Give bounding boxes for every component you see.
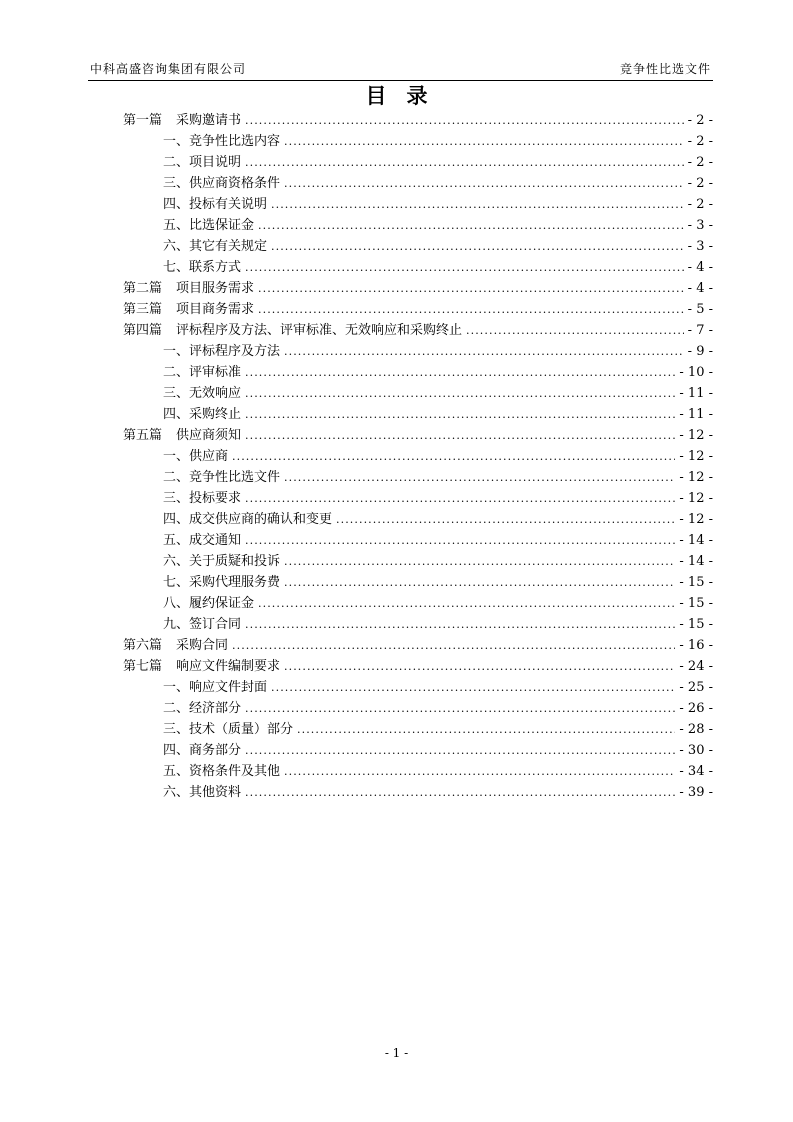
toc-entry-number: 八、 [163,596,190,611]
toc-entry-label: 供应商须知 [176,428,242,443]
toc-leader-dots [271,236,684,257]
toc-entry-number: 第六篇 [123,638,163,653]
toc-entry-label: 投标有关说明 [189,197,268,212]
company-name: 中科高盛咨询集团有限公司 [90,62,247,76]
toc-entry-number: 三、 [163,176,190,191]
toc-entry[interactable] [123,509,713,530]
toc-entry[interactable] [123,110,713,131]
toc-entry[interactable] [123,173,713,194]
toc-leader-dots [284,656,675,677]
toc-entry[interactable] [123,677,713,698]
toc-entry[interactable] [123,152,713,173]
toc-entry-label: 响应文件编制要求 [176,659,281,674]
toc-entry-label: 无效响应 [189,386,242,401]
toc-entry-number: 第四篇 [123,323,163,338]
toc-entry-number: 一、 [163,449,190,464]
toc-entry-label: 响应文件封面 [189,680,268,695]
toc-entry-label: 比选保证金 [189,218,255,233]
toc-entry-number: 四、 [163,743,190,758]
toc-entry-number: 二、 [163,470,190,485]
toc-leader-dots [245,362,675,383]
toc-entry-number: 七、 [163,575,190,590]
toc-entry[interactable] [123,131,713,152]
toc-leader-dots [271,194,684,215]
toc-entry-page: - 14 - [679,554,713,569]
toc-entry-label: 经济部分 [189,701,242,716]
toc-leader-dots [245,257,684,278]
toc-entry[interactable] [123,320,713,341]
toc-entry-number: 第五篇 [123,428,163,443]
toc-leader-dots [245,614,675,635]
toc-entry-page: - 11 - [679,407,713,422]
toc-entry-label: 评标程序及方法 [189,344,281,359]
toc-entry[interactable] [123,257,713,278]
toc-entry-label: 投标要求 [189,491,242,506]
page-number: - 1 - [384,1046,409,1060]
toc-entry[interactable] [123,572,713,593]
toc-entry-label: 评标程序及方法、评审标准、无效响应和采购终止 [176,323,463,338]
toc-entry[interactable] [123,551,713,572]
toc-leader-dots [232,635,675,656]
toc-entry-label: 竞争性比选文件 [189,470,281,485]
toc-entry-number: 二、 [163,701,190,716]
toc-entry-page: - 4 - [687,281,713,296]
toc-leader-dots [258,593,675,614]
toc-entry-page: - 30 - [679,743,713,758]
toc-leader-dots [245,488,675,509]
toc-entry[interactable] [123,341,713,362]
toc-entry-page: - 16 - [679,638,713,653]
toc-entry[interactable] [123,719,713,740]
toc-entry-number: 第二篇 [123,281,163,296]
toc-leader-dots [297,719,675,740]
toc-title: 目录 [365,84,448,108]
toc-entry-page: - 15 - [679,575,713,590]
toc-entry-label: 履约保证金 [189,596,255,611]
toc-entry-page: - 4 - [687,260,713,275]
toc-entry-number: 三、 [163,491,190,506]
toc-entry-page: - 3 - [687,239,713,254]
toc-entry-label: 项目商务需求 [176,302,255,317]
toc-entry-number: 六、 [163,785,190,800]
toc-leader-dots [245,530,675,551]
toc-entry-label: 其他资料 [189,785,242,800]
toc-entry-number: 第三篇 [123,302,163,317]
toc-entry-page: - 2 - [687,176,713,191]
toc-entry-number: 二、 [163,365,190,380]
toc-leader-dots [245,740,675,761]
toc-entry-page: - 2 - [687,134,713,149]
toc-leader-dots [232,446,675,467]
toc-entry-number: 第一篇 [123,113,163,128]
toc-leader-dots [466,320,684,341]
toc-entry[interactable] [123,278,713,299]
toc-entry-page: - 26 - [679,701,713,716]
toc-entry-label: 项目服务需求 [176,281,255,296]
toc-entry-number: 六、 [163,554,190,569]
toc-entry-page: - 34 - [679,764,713,779]
toc-entry-page: - 12 - [679,512,713,527]
toc-entry-number: 五、 [163,764,190,779]
toc-leader-dots [284,761,675,782]
toc-entry-number: 四、 [163,197,190,212]
toc-entry-label: 成交供应商的确认和变更 [189,512,333,527]
toc-entry[interactable] [123,614,713,635]
toc-leader-dots [284,572,675,593]
toc-entry-page: - 3 - [687,218,713,233]
toc-entry[interactable] [123,488,713,509]
toc-entry-page: - 11 - [679,386,713,401]
toc-leader-dots [271,677,675,698]
toc-entry[interactable] [123,698,713,719]
toc-leader-dots [245,152,684,173]
toc-entry-page: - 15 - [679,596,713,611]
toc-entry-page: - 24 - [679,659,713,674]
toc-entry[interactable] [123,362,713,383]
toc-leader-dots [336,509,675,530]
toc-entry-label: 供应商资格条件 [189,176,281,191]
toc-entry[interactable] [123,425,713,446]
toc-entry-page: - 2 - [687,113,713,128]
toc-entry-number: 四、 [163,407,190,422]
toc-entry-page: - 12 - [679,491,713,506]
toc-entry-number: 五、 [163,533,190,548]
toc-entry-number: 六、 [163,239,190,254]
toc-entry-label: 成交通知 [189,533,242,548]
toc-entry-label: 采购合同 [176,638,229,653]
toc-leader-dots [258,215,684,236]
toc-entry-page: - 39 - [679,785,713,800]
toc-entry-label: 其它有关规定 [189,239,268,254]
toc-entry-label: 签订合同 [189,617,242,632]
toc-entry-page: - 2 - [687,155,713,170]
toc-entry[interactable] [123,467,713,488]
toc-entry-page: - 7 - [687,323,713,338]
toc-entry[interactable] [123,194,713,215]
toc-entry-label: 采购终止 [189,407,242,422]
toc-leader-dots [284,341,684,362]
document-type: 竞争性比选文件 [619,62,711,76]
toc-entry-label: 商务部分 [189,743,242,758]
toc-entry[interactable] [123,446,713,467]
toc-entry-page: - 5 - [687,302,713,317]
toc-entry-page: - 2 - [687,197,713,212]
toc-entry[interactable] [123,761,713,782]
toc-entry[interactable] [123,656,713,677]
page-header [88,56,713,81]
toc-entry-page: - 9 - [687,344,713,359]
toc-entry-number: 三、 [163,386,190,401]
toc-entry-number: 四、 [163,512,190,527]
toc-leader-dots [258,299,684,320]
toc-entry[interactable] [123,299,713,320]
toc-entry-label: 项目说明 [189,155,242,170]
toc-entry[interactable] [123,635,713,656]
toc-entry[interactable] [123,383,713,404]
toc-entry[interactable] [123,530,713,551]
toc-entry-number: 第七篇 [123,659,163,674]
toc-leader-dots [284,467,675,488]
toc-leader-dots [245,404,675,425]
toc-entry-number: 一、 [163,344,190,359]
toc-entry-label: 供应商 [189,449,229,464]
toc-leader-dots [245,782,675,803]
toc-entry-page: - 12 - [679,449,713,464]
toc-entry-label: 采购邀请书 [176,113,242,128]
toc-leader-dots [245,698,675,719]
toc-entry-label: 关于质疑和投诉 [189,554,281,569]
table-of-contents [123,110,713,803]
toc-entry[interactable] [123,215,713,236]
toc-entry-number: 九、 [163,617,190,632]
toc-entry-label: 资格条件及其他 [189,764,281,779]
toc-entry-label: 联系方式 [189,260,242,275]
toc-entry-label: 竞争性比选内容 [189,134,281,149]
toc-entry-label: 采购代理服务费 [189,575,281,590]
toc-entry-page: - 28 - [679,722,713,737]
toc-leader-dots [258,278,684,299]
toc-entry-number: 二、 [163,155,190,170]
toc-entry-number: 三、 [163,722,190,737]
toc-entry-page: - 10 - [679,365,713,380]
toc-entry-number: 一、 [163,680,190,695]
toc-leader-dots [245,425,675,446]
toc-entry-page: - 25 - [679,680,713,695]
toc-entry[interactable] [123,236,713,257]
toc-entry-number: 七、 [163,260,190,275]
toc-entry-number: 一、 [163,134,190,149]
toc-leader-dots [284,173,684,194]
toc-entry-page: - 12 - [679,470,713,485]
toc-entry[interactable] [123,782,713,803]
toc-entry-label: 评审标准 [189,365,242,380]
toc-leader-dots [284,131,684,152]
toc-entry[interactable] [123,593,713,614]
toc-entry-page: - 15 - [679,617,713,632]
toc-entry[interactable] [123,404,713,425]
toc-leader-dots [245,383,675,404]
toc-entry-label: 技术（质量）部分 [189,722,294,737]
toc-leader-dots [245,110,684,131]
toc-entry-page: - 12 - [679,428,713,443]
toc-entry-number: 五、 [163,218,190,233]
toc-entry-page: - 14 - [679,533,713,548]
toc-leader-dots [284,551,675,572]
toc-entry[interactable] [123,740,713,761]
